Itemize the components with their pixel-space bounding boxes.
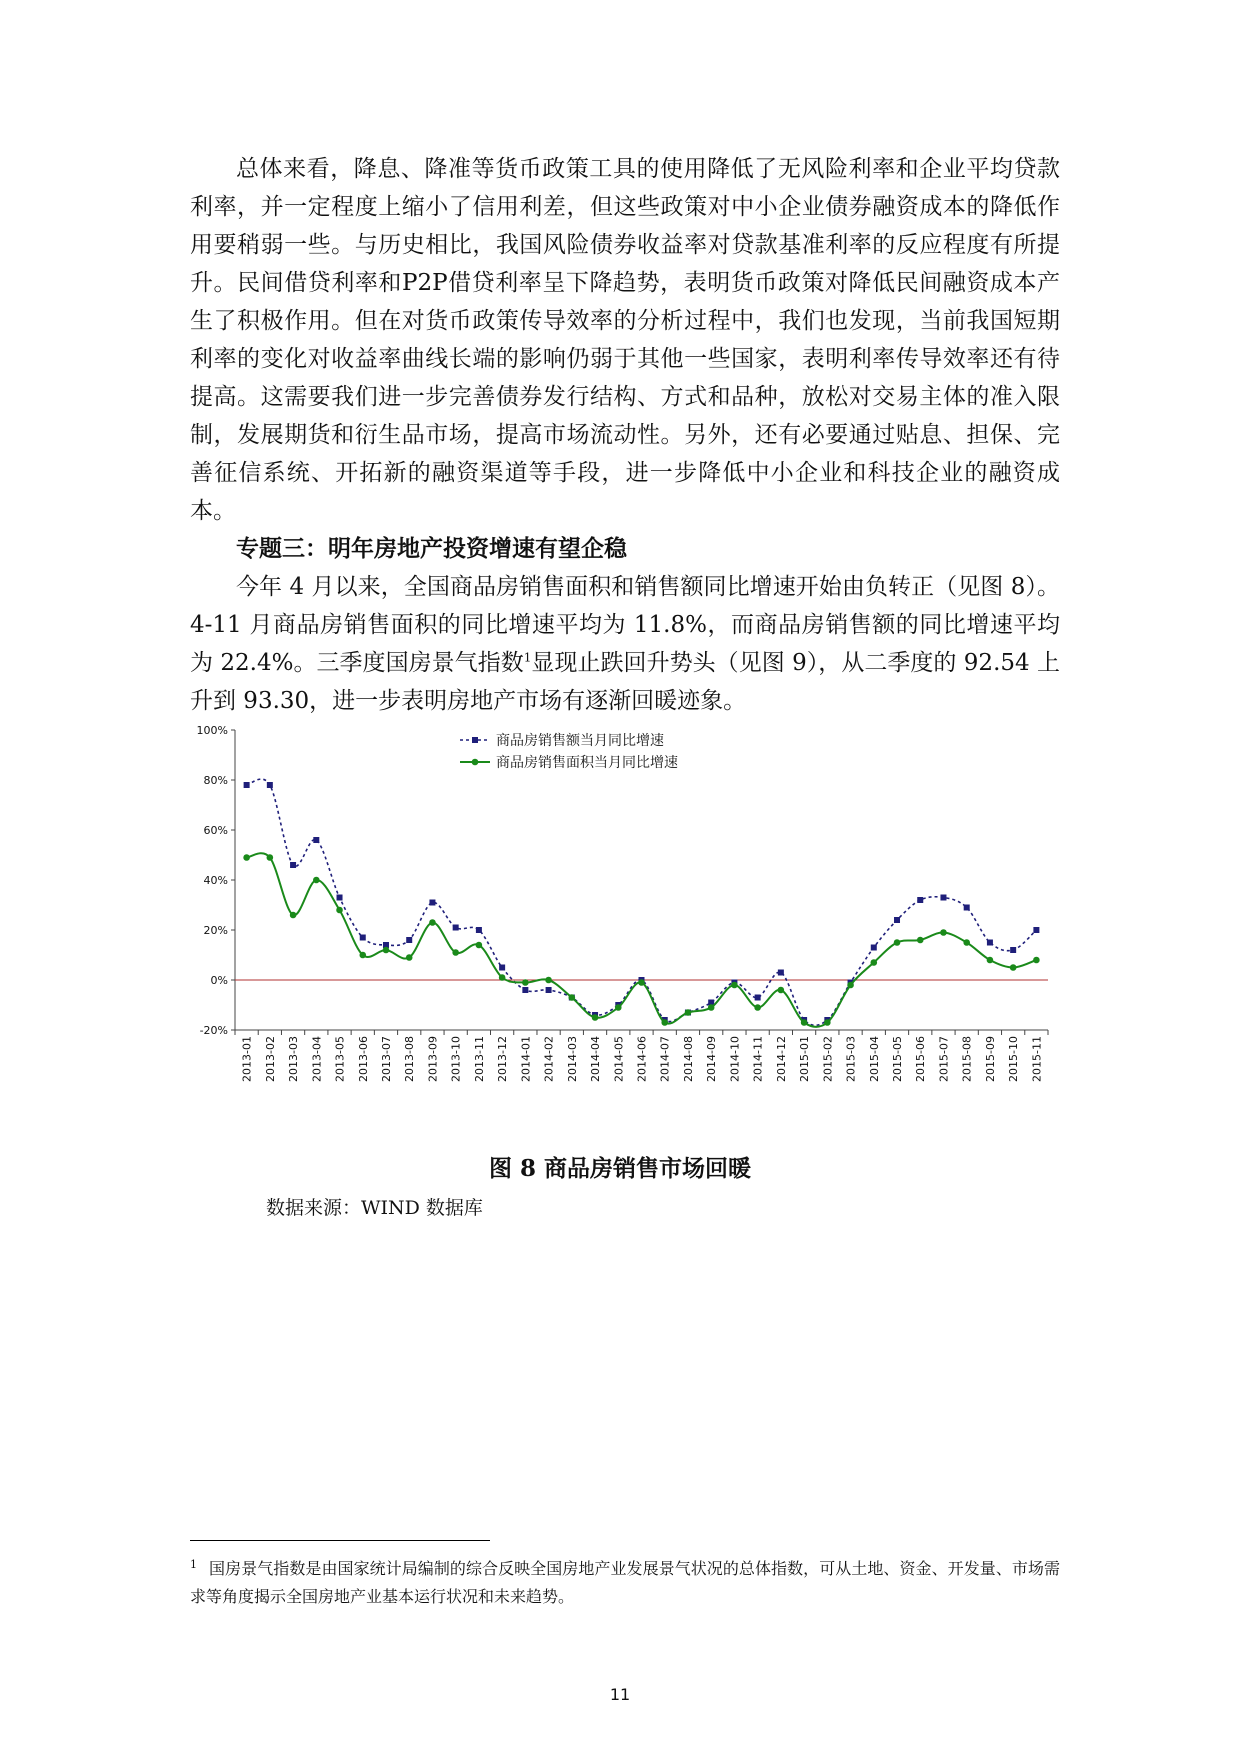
x-tick-label: 2014-06 (635, 1036, 649, 1082)
series-2-point (452, 949, 459, 956)
x-tick-label: 2014-09 (705, 1036, 719, 1082)
series-1-point (987, 940, 993, 946)
series-1-point (453, 925, 459, 931)
series-2-point (708, 1004, 715, 1011)
series-2-point (429, 919, 436, 926)
y-tick-label: 100% (196, 724, 228, 737)
series-2-point (685, 1009, 692, 1016)
page-number: 11 (609, 1685, 631, 1704)
series-1-point (1033, 927, 1039, 933)
y-tick-label: 60% (203, 824, 228, 837)
x-tick-label: 2014-07 (658, 1036, 672, 1082)
footnote-text: 国房景气指数是由国家统计局编制的综合反映全国房地产业发展景气状况的总体指数，可从土地、资金、开发量、市场需求等角度揭示全国房地产业基本运行状况和未来趋势。 (190, 1559, 1060, 1606)
paragraph-2-part-2: 显现止跌回升势头（见图 9），从二季度的 92.54 上升到 93.30，进一步表明房地产市场有逐渐回暖迹象。 (190, 650, 1060, 714)
series-1-point (940, 895, 946, 901)
paragraph-2-part-1: 今年 4 月以来，全国商品房销售面积和销售额同比增速开始由负转正（见图 8）。4-11 月商品房销售面积的同比增速平均为 11.8%，而商品房销售额的同比增速平均为 22.4%。三季度国房景气指数 (190, 574, 1060, 676)
series-2-point (383, 947, 390, 954)
footnote (190, 1555, 1060, 1611)
series-2-point (917, 937, 924, 944)
series-2-point (359, 952, 366, 959)
series-1-point (871, 945, 877, 951)
x-tick-label: 2013-02 (263, 1036, 277, 1082)
series-2-point (336, 907, 343, 914)
series-2-point (592, 1014, 599, 1021)
chart-plot-area (243, 779, 1039, 1027)
series-2-point (661, 1019, 668, 1026)
series-2-point (290, 912, 297, 919)
series-2-point (313, 877, 320, 884)
series-1-point (778, 970, 784, 976)
paragraph-2 (190, 568, 1060, 720)
x-tick-label: 2013-06 (356, 1036, 370, 1082)
series-2-point (1010, 964, 1017, 971)
x-tick-label: 2015-11 (1030, 1036, 1044, 1082)
series-2-point (847, 982, 854, 989)
series-1-point (476, 927, 482, 933)
x-tick-label: 2014-08 (681, 1036, 695, 1082)
y-tick-label: 80% (203, 774, 228, 787)
figure-caption: 图 8 商品房销售市场回暖 (488, 1155, 752, 1182)
series-2-point (870, 959, 877, 966)
series-1-point (267, 782, 273, 788)
series-1-point (755, 995, 761, 1001)
series-2-point (940, 929, 947, 936)
x-tick-label: 2015-02 (821, 1036, 835, 1082)
series-1-point (313, 837, 319, 843)
series-2-point (499, 974, 506, 981)
data-source: 数据来源：WIND 数据库 (266, 1197, 483, 1219)
series-2-point (406, 954, 413, 961)
series-2-point (754, 1004, 761, 1011)
series-1-point (917, 897, 923, 903)
series-2-point (778, 987, 785, 994)
x-tick-label: 2013-07 (379, 1036, 393, 1082)
x-tick-label: 2015-06 (914, 1036, 928, 1082)
x-tick-label: 2013-03 (287, 1036, 301, 1082)
x-tick-label: 2013-09 (426, 1036, 440, 1082)
legend-label-1: 商品房销售额当月同比增速 (496, 733, 664, 749)
legend-label-2: 商品房销售面积当月同比增速 (496, 755, 678, 771)
series-1-point (360, 935, 366, 941)
y-tick-label: 20% (203, 924, 228, 937)
x-tick-label: 2013-05 (333, 1036, 347, 1082)
x-tick-label: 2015-03 (844, 1036, 858, 1082)
series-2-point (243, 854, 250, 861)
y-tick-label: 0% (210, 974, 228, 987)
x-tick-label: 2014-01 (519, 1036, 533, 1082)
series-1-point (290, 862, 296, 868)
x-tick-label: 2014-11 (751, 1036, 765, 1082)
legend-marker-1 (472, 737, 478, 743)
series-1-point (337, 895, 343, 901)
series-2-point (615, 1004, 622, 1011)
section-heading: 专题三：明年房地产投资增速有望企稳 (236, 535, 627, 562)
x-tick-label: 2015-05 (891, 1036, 905, 1082)
series-1-point (499, 965, 505, 971)
x-tick-label: 2014-10 (728, 1036, 742, 1082)
series-1-point (244, 782, 250, 788)
series-2-point (731, 982, 738, 989)
x-tick-label: 2013-12 (496, 1036, 510, 1082)
series-2-point (267, 854, 274, 861)
series-1-point (1010, 947, 1016, 953)
x-tick-label: 2013-08 (403, 1036, 417, 1082)
y-tick-label: 40% (203, 874, 228, 887)
x-tick-label: 2014-02 (542, 1036, 556, 1082)
series-2-point (638, 979, 645, 986)
x-tick-label: 2015-07 (937, 1036, 951, 1082)
series-2-point (522, 979, 529, 986)
series-1-point (894, 917, 900, 923)
series-2-point (963, 939, 970, 946)
x-tick-label: 2013-11 (472, 1036, 486, 1082)
series-2-point (894, 939, 901, 946)
x-tick-label: 2013-04 (310, 1036, 324, 1082)
y-tick-label: -20% (199, 1024, 228, 1037)
legend-marker-2 (472, 759, 479, 766)
series-1-point (964, 905, 970, 911)
x-tick-label: 2015-08 (960, 1036, 974, 1082)
series-2-point (824, 1019, 831, 1026)
x-tick-label: 2014-03 (565, 1036, 579, 1082)
x-tick-label: 2013-10 (449, 1036, 463, 1082)
x-tick-label: 2014-04 (589, 1036, 603, 1082)
sales-growth-chart (190, 718, 1050, 1118)
series-2-point (987, 957, 994, 964)
x-tick-label: 2014-12 (774, 1036, 788, 1082)
paragraph-1: 总体来看，降息、降准等货币政策工具的使用降低了无风险利率和企业平均贷款利率，并一定程度上缩小了信用利差，但这些政策对中小企业债券融资成本的降低作用要稍弱一些。与历史相比，我国风险债券收益率对贷款基准利率的反应程度有所提升。民间借贷利率和P2P借贷利率呈下降趋势，表明货币政策对降低民间融资成本产生了积极作用。但在对货币政策传导效率的分析过程中，我们也发现，当前我国短期利率的变化对收益率曲线长端的影响仍弱于其他一些国家，表明利率传导效率还有待提高。这需要我们进一步完善债券发行结构、方式和品种，放松对交易主体的准入限制，发展期货和衍生品市场，提高市场流动性。另外，还有必要通过贴息、担保、完善征信系统、开拓新的融资渠道等手段，进一步降低中小企业和科技企业的融资成本。 (190, 156, 1060, 524)
x-tick-label: 2013-01 (240, 1036, 254, 1082)
chart-legend (460, 732, 678, 771)
footnote-divider (190, 1540, 490, 1541)
x-tick-label: 2015-09 (983, 1036, 997, 1082)
x-tick-label: 2015-01 (798, 1036, 812, 1082)
series-2-point (476, 942, 483, 949)
x-tick-label: 2014-05 (612, 1036, 626, 1082)
series-1-point (522, 987, 528, 993)
series-2-point (1033, 957, 1040, 964)
x-tick-label: 2015-10 (1007, 1036, 1021, 1082)
series-2-point (569, 994, 576, 1001)
x-tick-label: 2015-04 (867, 1036, 881, 1082)
footnote-reference[interactable]: 1 (523, 650, 532, 665)
series-1-point (406, 937, 412, 943)
series-2-point (545, 977, 552, 984)
series-2-point (801, 1019, 808, 1026)
series-1-point (546, 987, 552, 993)
footnote-mark: 1 (190, 1557, 197, 1571)
body-text (190, 150, 1060, 720)
series-1-point (429, 900, 435, 906)
